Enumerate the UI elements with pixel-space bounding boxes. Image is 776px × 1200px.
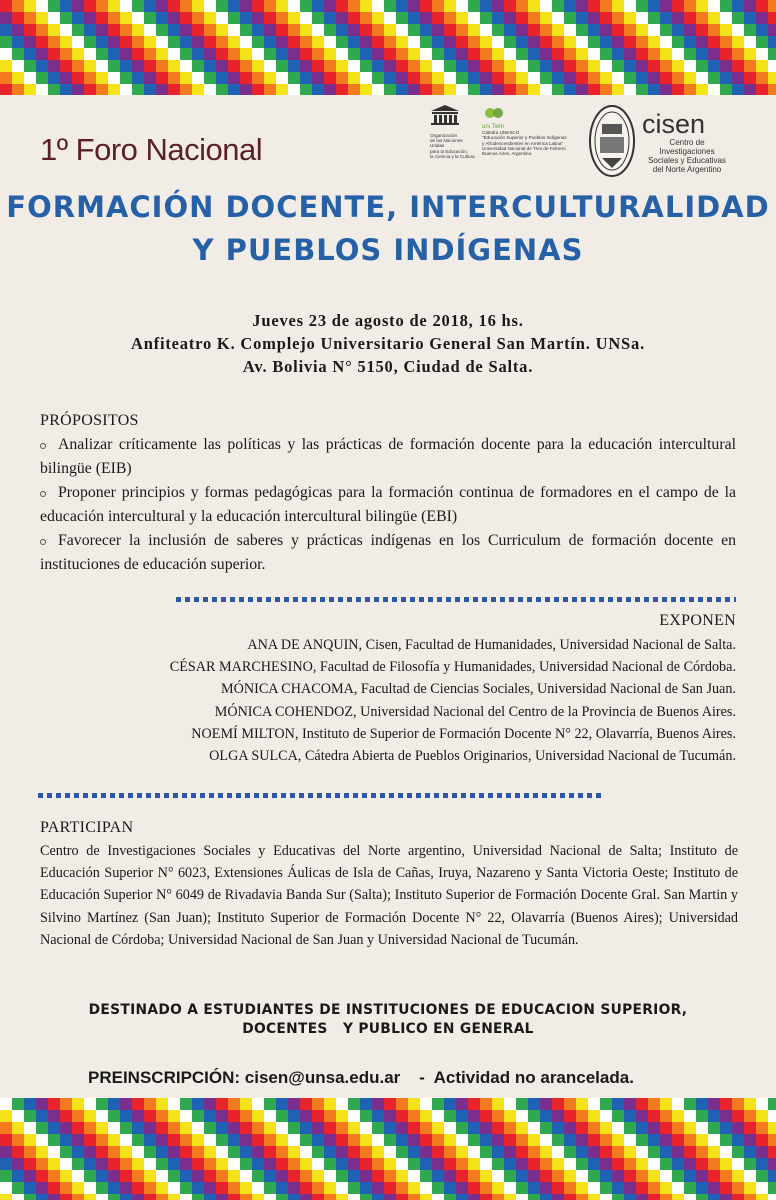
logos-row	[430, 104, 750, 184]
bullet-icon	[40, 491, 46, 497]
speaker-name: ANA DE ANQUIN	[247, 637, 359, 653]
seal-icon	[588, 104, 636, 178]
unesco-logo	[430, 104, 478, 164]
speaker-line	[36, 745, 736, 767]
unitwin-caption-line: Cátedra UNESCO	[482, 130, 520, 136]
unitwin-caption-line: y Afrodescendientes en América Latina"	[482, 140, 564, 146]
list-item	[40, 529, 736, 577]
cisen-subtitle-line: Sociales y Educativas	[648, 156, 726, 165]
speakers-list	[36, 634, 736, 767]
headline-line-1: FORMACIÓN DOCENTE, INTERCULTURALIDAD	[6, 190, 770, 224]
event-address: Av. Bolivia N° 5150, Ciudad de Salta.	[242, 357, 534, 376]
audience-line-2: DOCENTES Y PUBLICO EN GENERAL	[242, 1021, 534, 1037]
unitwin-caption-line: Buenos Aires, Argentina	[482, 151, 532, 157]
unitwin-caption-line: "Educación Superior y Pueblos Indígenas	[482, 135, 567, 141]
speaker-affiliation: , Facultad de Ciencias Sociales, Universidad Nacional de San Juan.	[353, 681, 736, 698]
speaker-line	[36, 656, 736, 678]
unesco-caption-line: la Ciencia y la Cultura	[430, 153, 475, 159]
list-item	[40, 481, 736, 529]
unitwin-logo	[482, 106, 580, 176]
wiphala-band-top	[0, 0, 776, 95]
unesco-caption-line: para la Educación,	[430, 148, 469, 154]
wiphala-pattern-top	[0, 0, 776, 95]
forum-title: 1º Foro Nacional	[40, 132, 263, 167]
audience-line-1: DESTINADO A ESTUDIANTES DE INSTITUCIONES DE EDUCACION SUPERIOR,	[88, 1002, 688, 1018]
event-date: Jueves 23 de agosto de 2018, 16 hs.	[252, 311, 524, 330]
speaker-name: NOEMÍ MILTON	[191, 725, 295, 742]
wiphala-band-bottom	[0, 1098, 776, 1200]
speaker-name: MÓNICA COHENDOZ	[214, 703, 354, 720]
proposito-text: Analizar críticamente las políticas y las prácticas de formación docente para la educación intercultural bilingüe (EIB)	[40, 436, 736, 477]
unitwin-leaf-icon	[482, 106, 506, 120]
preregistration-line: PREINSCRIPCIÓN: cisen@unsa.edu.ar - Actividad no arancelada.	[88, 1068, 634, 1087]
cisen-wordmark: cisen	[642, 109, 706, 139]
event-venue: Anfiteatro K. Complejo Universitario General San Martín. UNSa.	[131, 334, 645, 353]
propositos-list	[40, 433, 736, 577]
speaker-name: OLGA SULCA	[209, 748, 298, 765]
speaker-line	[36, 634, 736, 656]
exponen-heading: EXPONEN	[659, 612, 736, 629]
unesco-caption-line: Organización	[430, 133, 458, 138]
speaker-affiliation: , Instituto de Superior de Formación Docente N° 22, Olavarría, Buenos Aires.	[294, 725, 736, 742]
bullet-icon	[40, 443, 46, 449]
participan-text: Centro de Investigaciones Sociales y Educativas del Norte argentino, Universidad Nacional de Salta; Instituto de Educación Superior N° 6023, Extensiones Áulicas de Isla de Cañas, Iruya, Nazareno y Santa Victoria Oeste; Instituto de Educación Superior N° 6049 de Rivadavia Banda Sur (Salta); Instituto Superior de Formación Docente Gral. San Martin y Silvino Martínez (San Juan); Instituto Superior de Formación Docente N° 22, Olavarría (Buenos Aires); Universidad Nacional de Córdoba; Universidad Nacional de San Juan y Universidad Nacional de Tucumán.	[40, 843, 738, 948]
speaker-name: MÓNICA CHACOMA	[221, 681, 354, 698]
speaker-line	[36, 723, 736, 745]
proposito-text: Proponer principios y formas pedagógicas para la formación continua de formadores en el campo de la educación intercultural y la educación intercultural bilingüe (EBI)	[40, 484, 736, 525]
unitwin-label: uni Twin	[482, 124, 504, 130]
bullet-icon	[40, 539, 46, 545]
speaker-name: CÉSAR MARCHESINO	[169, 659, 313, 676]
speaker-affiliation: , Universidad Nacional del Centro de la Provincia de Buenos Aires.	[353, 703, 736, 720]
speaker-affiliation: , Cátedra Abierta de Pueblos Originarios, Universidad Nacional de Tucumán.	[297, 748, 736, 765]
propositos-heading: PRÓPOSITOS	[40, 412, 139, 429]
unitwin-caption-line: Universidad Nacional de Tres de Febrero	[482, 145, 566, 151]
cisen-subtitle-line: del Norte Argentino	[652, 165, 722, 174]
unesco-temple-icon	[430, 104, 460, 126]
speaker-line	[36, 678, 736, 700]
speaker-affiliation: , Cisen, Facultad de Humanidades, Universidad Nacional de Salta.	[358, 637, 736, 653]
unesco-caption-line: de las Naciones Unidas	[430, 138, 463, 149]
speaker-line	[36, 701, 736, 723]
wiphala-pattern-bottom	[0, 1098, 776, 1200]
dotted-divider	[38, 793, 604, 798]
list-item	[40, 433, 736, 481]
cisen-logo	[642, 110, 752, 180]
cisen-subtitle-line: Centro de Investigaciones	[659, 138, 715, 156]
dotted-divider	[176, 597, 736, 602]
proposito-text: Favorecer la inclusión de saberes y prácticas indígenas en los Curriculum de formación docente en instituciones de educación superior.	[40, 532, 736, 573]
university-seal-logo	[588, 104, 636, 179]
headline-line-2: Y PUEBLOS INDÍGENAS	[192, 233, 584, 267]
speaker-affiliation: , Facultad de Filosofía y Humanidades, Universidad Nacional de Córdoba.	[312, 659, 736, 676]
participan-heading: PARTICIPAN	[40, 819, 134, 836]
